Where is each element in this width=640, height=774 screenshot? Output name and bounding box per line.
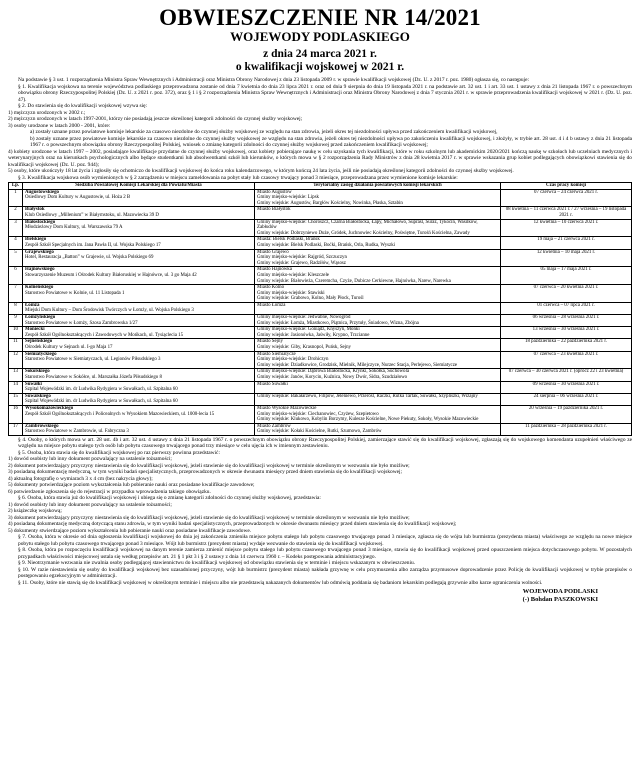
table-row <box>9 393 632 405</box>
area-line: Miasto Hajnówka <box>257 267 292 273</box>
commission-name: Zambrowskiego <box>25 423 59 429</box>
commissions-table <box>8 182 632 436</box>
paragraph: b) zostały uznane przez powiatowe komisje lekarskie za czasowo niezdolne do czynnej służby wojskowej ze względu na stan zdrowia, jeżeli okres tej niezdolności upływa po zakończeniu kwalifikacji wojskowej, i złożyły, w trybie art. 28 ust. 4 i 4 b ustawy z dnia 21 listopada 1967 r. o powszechnym obowiązku obrony Rzeczypospolitej Polskiej, wniosek o zmianę kategorii zdolności do czynnej służby wojskowej przed zakończeniem kwalifikacji wojskowej; <box>30 135 632 148</box>
area-line: Miasto Wysokie Mazowieckie <box>257 405 317 411</box>
cell-lp: 17 <box>9 423 23 435</box>
cell-seat <box>23 249 255 267</box>
table-row <box>9 339 632 351</box>
table-row <box>9 237 632 249</box>
cell-lp: 16 <box>9 405 23 423</box>
paragraph: 3) osoby urodzone w latach 2000 - 2001, które: <box>8 122 111 129</box>
cell-lp: 7 <box>9 285 23 303</box>
cell-area <box>255 423 501 435</box>
commission-address: Zespół Szkół Ogólnokształcących i Policealnych w Wysokiem Mazowieckiem, ul. 1000-lecia 15 <box>25 411 215 417</box>
header-lp: Lp. <box>9 183 23 190</box>
cell-dates: 11 października – 28 października 2021 r. <box>501 423 632 435</box>
commission-address: Starostwo Powiatowe w Kolnie, ul. 11 Listopada 1 <box>25 290 125 296</box>
cell-seat <box>23 393 255 405</box>
commission-name: Suwałki <box>25 381 42 387</box>
area-line: Gminy wiejskie: Jasionówka, Jaświły, Krypno, Trzcianne <box>257 332 370 338</box>
paragraph: § 4. Osoby, o których mowa w art. 28 ust. 4b i art. 32 ust. 4 ustawy z dnia 21 listopada 1967 r. o powszechnym obowiązku obrony Rzeczypospolitej Polskiej, zamierzające stawić się do kwalifikacji wojskowej, zgłaszają się do wojskowego komendanta uzupełnień właściwego ze względu na miejsce pobytu stałego tych osób lub pobytu czasowego trwającego ponad trzy miesiące w celu ujęcia ich w imiennym zestawieniu. <box>18 436 632 450</box>
cell-area <box>255 302 501 314</box>
commission-address: Młodzieżowy Dom Kultury, ul. Warszawska 79 A <box>25 225 123 231</box>
cell-dates: 05 maja – 17 maja 2021 r. <box>501 267 632 285</box>
cell-dates: 12 kwietnia – 10 czerwca 2021 r. <box>501 219 632 237</box>
cell-seat <box>23 315 255 327</box>
cell-dates: 07 czerwca – 30 czerwca 2021 r. (oprócz 22 i 23 kwietnia) <box>501 369 632 381</box>
cell-area <box>255 315 501 327</box>
paragraph: § 6. Osoba, która stawia już do kwalifikacji wojskowej i ubiega się o zmianę kategorii zdolności do czynnej służby wojskowej, przedstawia: <box>18 495 321 502</box>
cell-lp: 12 <box>9 351 23 369</box>
document-title: OBWIESZCZENIE NR 14/2021 <box>159 5 481 30</box>
cell-dates: 20 września – 19 października 2021 r. <box>501 405 632 423</box>
commission-address: Stowarzyszenie Muzeum i Ośrodek Kultury Białoruskiej w Hajnówce, ul. 3 go Maja 42 <box>25 272 197 278</box>
commission-address: Osiedlowy Dom Kultury w Augustowie, ul. Hoża 2 B <box>25 195 131 201</box>
cell-seat <box>23 405 255 423</box>
table-row <box>9 267 632 285</box>
cell-seat <box>23 327 255 339</box>
paragraph: § 9. Nieotrzymanie wezwania nie zwalnia osoby podlegającej stawiennictwu do kwalifikacji wojskowej od obowiązku stawienia się w terminie i miejscu wskazanym w obwieszczeniu. <box>18 560 415 567</box>
cell-lp: 1 <box>9 189 23 207</box>
cell-seat <box>23 302 255 314</box>
commission-name: Augustowskiego <box>25 189 59 195</box>
commission-name: Moniecki <box>25 327 45 333</box>
sections-after <box>8 437 632 587</box>
table-body <box>9 189 632 435</box>
commission-name: Białystok <box>25 207 45 213</box>
cell-seat <box>23 219 255 237</box>
commission-address: Zespół Szkół Specjalnych im. Jana Pawła II, ul. Wojska Polskiego 17 <box>25 242 161 248</box>
commission-name: Hajnowskiego <box>25 267 55 273</box>
table-row <box>9 315 632 327</box>
cell-area <box>255 327 501 339</box>
area-line: Miasto Grajewo <box>257 249 289 255</box>
area-line: Miasto Łomża <box>257 302 286 308</box>
document-topic: o kwalifikacji wojskowej w 2021 r. <box>235 61 405 73</box>
area-line: Gminy wiejskie: Kołaki Kościelne, Rutki, Szumowo, Zambrów <box>257 429 382 435</box>
cell-area <box>255 393 501 405</box>
paragraph: 5) dokumenty potwierdzające poziom wykształcenia lub pobieranie nauki oraz posiadane kwalifikacje zawodowe; <box>8 482 255 489</box>
area-line: Gminy miejsko-wiejskie: Choroszcz, Czarna Białostocka, Łapy, Michałowo, Supraśl, Suraż, Tykocin, Wasilków, Zabłudów <box>257 219 478 231</box>
commission-name: Łomżyńskiego <box>25 315 56 321</box>
commission-name: Siemiatyckiego <box>25 351 57 357</box>
header-area: Terytorialny zasięg działania powiatowych komisji lekarskich <box>255 183 501 190</box>
cell-dates: 07 czerwca – 20 kwietnia 2021 r. <box>501 285 632 303</box>
commission-address: Starostwo Powiatowe w Zambrowie, ul. Fabryczna 3 <box>25 429 129 435</box>
cell-dates: 06 września – 28 września 2021 r. <box>501 315 632 327</box>
header-seat: Siedziba Powiatowej Komisji Lekarskiej dla Powiatu/Miasta <box>23 183 255 190</box>
area-line: Miasto Augustów <box>257 189 292 195</box>
table-row <box>9 189 632 207</box>
commission-name: Sejneńskiego <box>25 339 53 345</box>
cell-lp: 10 <box>9 327 23 339</box>
header-dates: Czas pracy komisji <box>501 183 632 190</box>
paragraph: § 7. Osoba, która w okresie od dnia ogłoszenia kwalifikacji wojskowej do dnia jej zakończenia zmieniła miejsce pobytu stałego lub pobytu czasowego trwającego ponad 3 miesiące, zgłasza się do wójta lub burmistrza (prezydenta miasta) właściwego ze względu na nowe miejsce pobytu stałego lub pobytu czasowego trwającego ponad 3 miesiące. Wójt lub burmistrz (prezydent miasta) wydaje wezwanie do stawienia się do kwalifikacji wojskowej. <box>18 534 632 547</box>
cell-lp: 6 <box>9 267 23 285</box>
document-subtitle: WOJEWODY PODLASKIEGO <box>230 29 410 44</box>
paragraph: 3) posiadaną dokumentację medyczną, w tym wyniki badań specjalistycznych, przeprowadzonych w okresie dwunastu miesięcy przed dniem stawienia się do kwalifikacji wojskowej; <box>8 469 402 476</box>
area-line: Gminy miejsko-wiejskie: Drohiczyn <box>257 357 329 363</box>
cell-area <box>255 267 501 285</box>
cell-area <box>255 351 501 369</box>
table-row <box>9 249 632 267</box>
cell-dates: 12 kwietnia – 10 maja 2021 r. <box>501 249 632 267</box>
paragraph: 2) mężczyzn urodzonych w latach 1997-2001, którzy nie posiadają jeszcze określonej kategorii zdolności do czynnej służby wojskowej; <box>8 116 303 122</box>
paragraph: § 10. W razie niestawienia się osoby do kwalifikacji wojskowej bez uzasadnionej przyczyny, wójt lub burmistrz (prezydent miasta) nakłada grzywnę w celu przymuszenia albo zarządza przymusowe doprowadzenie przez Policję do kwalifikacji wojskowej w trybie przepisów o postępowaniu egzekucyjnym w administracji. <box>18 566 632 580</box>
cell-area <box>255 381 501 393</box>
commission-name: Wysokomazowieckiego <box>25 405 74 411</box>
table-row <box>9 405 632 423</box>
cell-area <box>255 189 501 207</box>
area-line: Gminy wiejskie: Bielsk Podlaski, Boćki, Brańsk, Orla, Rudka, Wyszki <box>257 242 396 248</box>
cell-lp: 13 <box>9 369 23 381</box>
area-line: Miasto Suwałki <box>257 381 288 387</box>
cell-seat <box>23 423 255 435</box>
table-row <box>9 285 632 303</box>
paragraph: § 8. Osoba, która po rozpoczęciu kwalifikacji wojskowej na danym terenie zamierza zmienić miejsce pobytu stałego lub pobytu czasowego trwającego ponad 3 miesiące, stawia się do kwalifikacji wojskowej przed opuszczeniem miejsca dotychczasowego pobytu. W pozostałych przypadkach właściwości miejscowej ustala się według przepisów art. 21 § 1 pkt 3 i § 2 ustawy z dnia 14 czerwca 1960 r. – Kodeks postępowania administracyjnego. <box>18 547 632 560</box>
cell-area <box>255 249 501 267</box>
commission-address: Starostwo Powiatowe w Łomży, Szosa Zambrowska 1/27 <box>25 320 138 326</box>
paragraph: 4) kobiety urodzone w latach 1997 – 2002, posiadające kwalifikacje przydatne do czynnej służby wojskowej, oraz kobiety pobierające naukę w celu uzyskania tych kwalifikacji, które w roku szkolnym lub akademickim 2020/2021 kończą naukę w szkołach lub uczelniach medycznych i weterynaryjnych oraz na kierunkach psychologicznych albo będące studentkami lub absolwentkami szkół lub kierunków, o których mowa w § 2 rozporządzenia Rady Ministrów z dnia 28 kwietnia 2017 r. w sprawie wskazania grup kobiet podlegających obowiązkowi stawienia się do kwalifikacji wojskowej (Dz. U. poz. 944); <box>8 148 632 168</box>
cell-seat <box>23 351 255 369</box>
area-line: Gminy miejsko-wiejskie: Rajgród, Szczuczyn <box>257 255 347 261</box>
paragraph: 4) aktualną fotografię o wymiarach 3 x 4 cm (bez nakrycia głowy); <box>8 475 153 482</box>
cell-area <box>255 405 501 423</box>
commission-address: Ośrodek Kultury w Sejnach ul. I-go Maja 17 <box>25 345 113 351</box>
cell-seat <box>23 189 255 207</box>
commission-address: Starostwo Powiatowe w Siemiatyczach, ul. Legionów Piłsudskiego 3 <box>25 357 161 363</box>
commission-name: Kolneńskiego <box>25 285 54 291</box>
table-header-row <box>9 183 632 190</box>
cell-lp: 8 <box>9 302 23 314</box>
commission-address: Klub Osiedlowy „Millenium” w Białymstoku, ul. Mazowiecka 39 D <box>25 212 159 218</box>
cell-lp: 15 <box>9 393 23 405</box>
cell-seat <box>23 237 255 249</box>
commission-name: Łomża <box>25 302 40 308</box>
signature-role: WOJEWODA PODLASKI <box>522 588 598 596</box>
area-line: Gminy miejsko-wiejskie: Kleszczele <box>257 272 329 278</box>
area-line: Gminy wiejskie: Łomża, Miastkowo, Piątnica, Przytuły, Śniadowo, Wizna, Zbójna <box>257 320 419 326</box>
cell-seat <box>23 339 255 351</box>
cell-area <box>255 339 501 351</box>
area-line: Miasto Siemiatycze <box>257 351 296 357</box>
paragraph: § 2. Do stawienia się do kwalifikacji wojskowej wzywa się: <box>18 103 148 109</box>
paragraph: 6) potwierdzenie zgłoszenia się do rejestracji w przypadku wprowadzenia takiego obowiązku. <box>8 488 211 495</box>
cell-dates: 07 czerwca – 24 czerwca 2021 r. <box>501 189 632 207</box>
cell-area <box>255 219 501 237</box>
paragraph: § 1. Kwalifikacja wojskowa na terenie województwa podlaskiego przeprowadzona zostanie od dnia 7 kwietnia do dnia 23 lipca 2021 r. oraz od dnia 9 sierpnia do dnia 19 listopada 2021 r. na podstawie art. 32 ust. 1 i art. 33 ust. 1 ustawy z dnia 21 listopada 1967 r. o powszechnym obowiązku obrony Rzeczypospolitej Polskiej (Dz. U. z 2021 r. poz. 372), oraz § 1 i § 2 rozporządzenia Ministra Spraw Wewnętrznych i Administracji oraz Ministra Obrony Narodowej z dnia 7 stycznia 2021 r. w sprawie przeprowadzenia kwalifikacji wojskowej w 2021 r. (Dz. U. poz. 47). <box>18 83 632 103</box>
paragraph: 2) dokument potwierdzający przyczyny niestawienia się do kwalifikacji wojskowej, jeżeli stawienie się do kwalifikacji wojskowej w terminie określonym w wezwaniu nie było możliwe; <box>8 462 410 469</box>
area-line: Gminy wiejskie: Augustów, Bargłów Kościelny, Nowinka, Płaska, Sztabin <box>257 200 403 206</box>
paragraph: § 5. Osoba, która stawia się do kwalifikacji wojskowej po raz pierwszy powinna przedstawić: <box>18 449 220 456</box>
cell-lp: 2 <box>9 207 23 219</box>
document <box>8 6 632 604</box>
paragraph: 1) dowód osobisty lub inny dokument pozwalający na ustalenie tożsamości; <box>8 501 172 508</box>
cell-dates: 01 czerwca – 07 lipca 2021 r. <box>501 302 632 314</box>
area-line: Gminy wiejskie: Białowieża, Czeremcha, Czyże, Dubicze Cerkiewne, Hajnówka, Narew, Narewka <box>257 278 451 284</box>
cell-dates: 13 września – 30 września 2021 r. <box>501 327 632 339</box>
commission-address: Hotel, Restauracja „Batton” w Grajewie, ul. Wojska Polskiego 69 <box>25 255 154 261</box>
area-line: Miasto Zambrów <box>257 423 291 429</box>
commission-name: Sokólskiego <box>25 369 50 375</box>
table-row <box>9 423 632 435</box>
cell-lp: 11 <box>9 339 23 351</box>
cell-seat <box>23 207 255 219</box>
paragraph: 5) osoby, które ukończyły 18 lat życia i zgłosiły się ochotniczo do kwalifikacji wojskowej do końca roku kalendarzowego, w którym kończą 24 lata życia, jeśli nie posiadają określonej kategorii zdolności do czynnej służby wojskowej. <box>8 168 514 174</box>
commission-address: Szpital Wojewódzki im. dr Ludwika Rydygiera w Suwałkach, ul. Szpitalna 60 <box>25 387 178 393</box>
cell-seat <box>23 267 255 285</box>
area-line: Gminy miejsko-wiejskie: Jedwabne, Nowogród <box>257 315 351 321</box>
table-row <box>9 369 632 381</box>
table-row <box>9 327 632 339</box>
paragraph: 1) mężczyzn urodzonych w 2002 r.; <box>8 109 86 116</box>
area-line: Gminy wiejskie: Bakałarzewo, Filipów, Jeleniewo, Przerośl, Raczki, Rutka Tartak, Suwałki, Szypliszki, Wiżajny <box>257 393 478 399</box>
paragraph: 5) dokumenty stwierdzające poziom wykształcenia lub pobieranie nauki oraz posiadane kwalifikacje zawodowe. <box>8 527 252 534</box>
area-line: Gminy wiejskie: Dobrzyniewo Duże, Gródek, Juchnowiec Kościelny, Poświętne, Turośń Kościelna, Zawady <box>257 230 470 236</box>
cell-dates: 19 maja – 21 czerwca 2021 r. <box>501 237 632 249</box>
area-line: Gminy wiejskie: Dziadkowice, Grodzisk, Mielnik, Milejczyce, Nurzec Stacja, Perlejewo, Siemiatycze <box>257 362 458 368</box>
area-line: Gminy wiejskie: Janów, Korycin, Kuźnica, Nowy Dwór, Sidra, Szudziałowo <box>257 375 408 380</box>
area-line: Gminy wiejskie: Grabowo, Kolno, Mały Płock, Turośl <box>257 296 364 302</box>
commission-name: Białostockiego <box>25 219 56 225</box>
cell-lp: 5 <box>9 249 23 267</box>
cell-area <box>255 237 501 249</box>
area-line: Miasta: Bielsk Podlaski, Brańsk <box>257 237 320 243</box>
table-row <box>9 219 632 237</box>
table-row <box>9 207 632 219</box>
cell-lp: 9 <box>9 315 23 327</box>
cell-area <box>255 285 501 303</box>
paragraph: § 11. Osoby, które nie stawią się do kwalifikacji wojskowej w określonym terminie i miejscu albo nie przedstawią nakazanych dokumentów lub odmówią poddania się badaniom lekarskim podlegają grzywnie albo karze ograniczenia wolności. <box>18 579 543 586</box>
intro-paragraph: Na podstawie § 3 ust. 1 rozporządzenia Ministra Spraw Wewnętrznych i Administracji oraz Ministra Obrony Narodowej z dnia 23 listopada 2009 r. w sprawie kwalifikacji wojskowej (Dz. U. z 2017 r. poz. 1980) ogłasza się, co następuje: <box>18 77 529 83</box>
paragraph: 2) książeczkę wojskową; <box>8 508 62 515</box>
paragraph: 3) dokument potwierdzający przyczyny niestawienia się do kwalifikacji wojskowej, jeżeli stawienie się do kwalifikacji wojskowej w terminie określonym w wezwaniu nie było możliwe; <box>8 514 410 521</box>
cell-dates: 18 października – 22 października 2021 r. <box>501 339 632 351</box>
cell-dates: 07 czerwca – 23 kwietnia 2021 r. <box>501 351 632 369</box>
area-line: Miasto Białystok <box>257 207 291 213</box>
commission-address: Miejski Dom Kultury – Dom Środowisk Twórczych w Łomży, ul. Wojska Polskiego 3 <box>25 308 194 314</box>
document-date: z dnia 24 marca 2021 r. <box>263 48 377 60</box>
cell-lp: 14 <box>9 381 23 393</box>
area-line: Gminy miejsko-wiejskie: Lipsk <box>257 195 319 201</box>
cell-seat <box>23 381 255 393</box>
cell-seat <box>23 369 255 381</box>
commission-address: Starostwo Powiatowe w Sokółce, ul. Marszałka Józefa Piłsudskiego 8 <box>25 375 162 380</box>
paragraph: 1) dowód osobisty lub inny dokument pozwalający na ustalenie tożsamości; <box>8 456 172 463</box>
cell-dates: 24 sierpnia – 06 września 2021 r. <box>501 393 632 405</box>
cell-seat <box>23 285 255 303</box>
cell-dates: 08 kwietnia – 11 czerwca 2021 r. / 27 września – 19 listopada 2021 r. <box>501 207 632 219</box>
cell-dates: 09 września – 30 września 2021 r. <box>501 381 632 393</box>
area-line: Gminy wiejskie: Giby, Krasnopol, Puńsk, Sejny <box>257 345 351 351</box>
table-row <box>9 381 632 393</box>
cell-lp: 3 <box>9 219 23 237</box>
area-line: Miasto Kolno <box>257 285 285 291</box>
area-line: Gminy miejsko-wiejskie: Dąbrowa Białostocka, Krynki, Sokółka, Suchowola <box>257 369 409 375</box>
paragraph: a) zostały uznane przez powiatowe komisje lekarskie za czasowo niezdolne do czynnej służby wojskowej ze względu na stan zdrowia, jeżeli okres tej niezdolności upływa przed zakończeniem kwalifikacji wojskowej, <box>30 129 498 135</box>
commission-address: Zespół Szkół Ogólnokształcących i Zawodowych w Mońkach, ul. Tysiąclecia 15 <box>25 332 184 338</box>
commission-name: Bielskiego <box>25 237 47 243</box>
cell-lp: 4 <box>9 237 23 249</box>
table-row <box>9 302 632 314</box>
commission-name: Suwalskiego <box>25 393 51 399</box>
area-line: Gminy miejsko-wiejskie: Stawiski <box>257 290 325 296</box>
area-line: Gminy miejsko-wiejskie: Ciechanowiec, Czyżew, Szepietowo <box>257 411 379 417</box>
commission-address: Szpital Wojewódzki im. dr Ludwika Rydygiera w Suwałkach, ul. Szpitalna 60 <box>25 399 178 405</box>
table-row <box>9 351 632 369</box>
cell-area <box>255 369 501 381</box>
signature-block <box>8 588 632 604</box>
paragraph: 4) posiadaną dokumentację medyczną dotyczącą stanu zdrowia, w tym wyniki badań specjalistycznych, przeprowadzonych w okresie dwunastu miesięcy przed dniem stawienia się do kwalifikacji wojskowej; <box>8 521 457 528</box>
signature-name: (-) Bohdan PASZKOWSKI <box>522 596 598 604</box>
area-line: Gminy miejsko-wiejskie: Goniądz, Knyszyn, Mońki <box>257 327 360 333</box>
area-line: Gminy wiejskie: Grajewo, Radziłów, Wąsosz <box>257 260 346 266</box>
cell-area <box>255 207 501 219</box>
area-line: Gminy wiejskie: Klukowo, Kobylin Borzymy, Kulesze Kościelne, Nowe Piekuty, Sokoły, Wysokie Mazowieckie <box>257 417 479 423</box>
sections-before <box>8 84 632 182</box>
commission-name: Grajewskiego <box>25 249 54 255</box>
area-line: Miasto Sejny <box>257 339 283 345</box>
paragraph: § 3. Kwalifikacja wojskowa osób wymienionych w § 2 zarządzeniu w miejscu zameldowania na pobyt stały lub czasowy trwający ponad 3 miesiące, przeprowadzana przez wymienione komisje lekarskie: <box>18 174 458 181</box>
